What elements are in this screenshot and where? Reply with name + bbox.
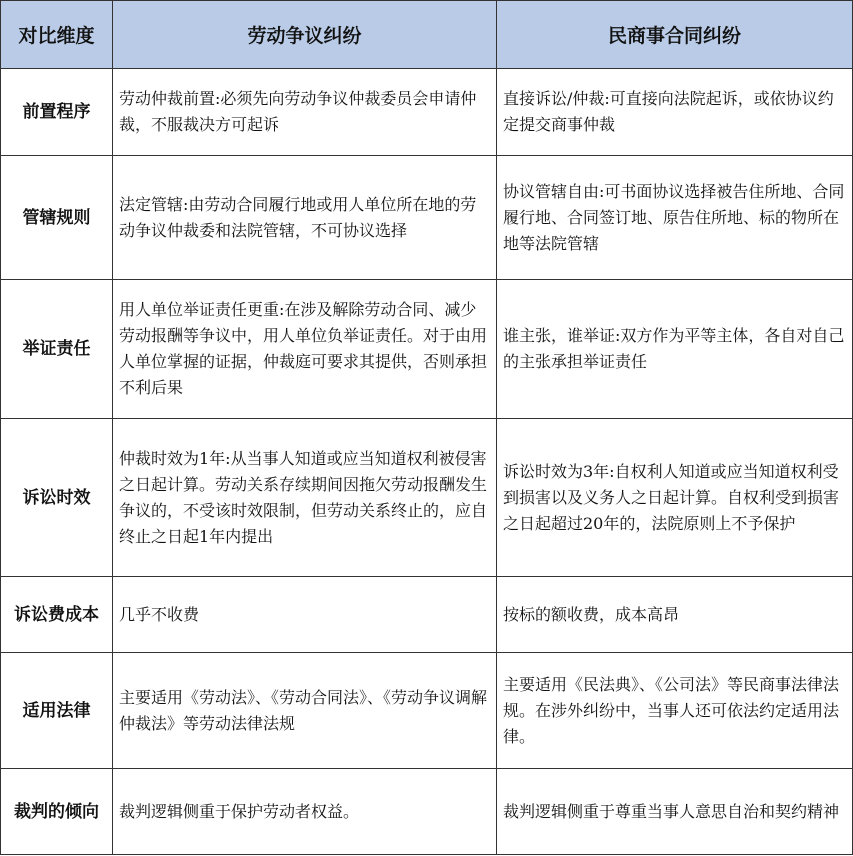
row-dimension: 前置程序: [1, 69, 113, 156]
row-dimension: 管辖规则: [1, 156, 113, 280]
row-dimension: 诉讼时效: [1, 419, 113, 577]
row-dimension: 适用法律: [1, 653, 113, 769]
civil-cell: 协议管辖自由:可书面协议选择被告住所地、合同履行地、合同签订地、原告住所地、标的物所在地等法院管辖: [497, 156, 853, 280]
labor-cell: 仲裁时效为1年:从当事人知道或应当知道权利被侵害之日起计算。劳动关系存续期间因拖欠劳动报酬发生争议的，不受该时效限制，但劳动关系终止的，应自终止之日起1年内提出: [113, 419, 497, 577]
header-dimension: 对比维度: [1, 1, 113, 69]
labor-cell: 法定管辖:由劳动合同履行地或用人单位所在地的劳动争议仲裁委和法院管辖，不可协议选择: [113, 156, 497, 280]
civil-cell: 诉讼时效为3年:自权利人知道或应当知道权利受到损害以及义务人之日起计算。自权利受到损害之日起超过20年的，法院原则上不予保护: [497, 419, 853, 577]
header-civil-commercial-dispute: 民商事合同纠纷: [497, 1, 853, 69]
labor-cell: 劳动仲裁前置:必须先向劳动争议仲裁委员会申请仲裁，不服裁决方可起诉: [113, 69, 497, 156]
row-dimension: 诉讼费成本: [1, 577, 113, 653]
civil-cell: 按标的额收费，成本高昂: [497, 577, 853, 653]
civil-cell: 谁主张，谁举证:双方作为平等主体，各自对自己的主张承担举证责任: [497, 280, 853, 419]
table-row: [1, 156, 853, 280]
labor-cell: 用人单位举证责任更重:在涉及解除劳动合同、减少劳动报酬等争议中，用人单位负举证责任。对于由用人单位掌握的证据，仲裁庭可要求其提供，否则承担不利后果: [113, 280, 497, 419]
table-row: [1, 419, 853, 577]
header-row: [1, 1, 853, 69]
table-row: [1, 577, 853, 653]
row-dimension: 举证责任: [1, 280, 113, 419]
civil-cell: 直接诉讼/仲裁:可直接向法院起诉，或依协议约定提交商事仲裁: [497, 69, 853, 156]
civil-cell: 裁判逻辑侧重于尊重当事人意思自治和契约精神: [497, 769, 853, 855]
labor-cell: 裁判逻辑侧重于保护劳动者权益。: [113, 769, 497, 855]
table-row: [1, 769, 853, 855]
civil-cell: 主要适用《民法典》、《公司法》等民商事法律法规。在涉外纠纷中，当事人还可依法约定适用法律。: [497, 653, 853, 769]
table-row: [1, 69, 853, 156]
table-row: [1, 280, 853, 419]
labor-cell: 几乎不收费: [113, 577, 497, 653]
row-dimension: 裁判的倾向: [1, 769, 113, 855]
table-row: [1, 653, 853, 769]
header-labor-dispute: 劳动争议纠纷: [113, 1, 497, 69]
labor-cell: 主要适用《劳动法》、《劳动合同法》、《劳动争议调解仲裁法》等劳动法律法规: [113, 653, 497, 769]
